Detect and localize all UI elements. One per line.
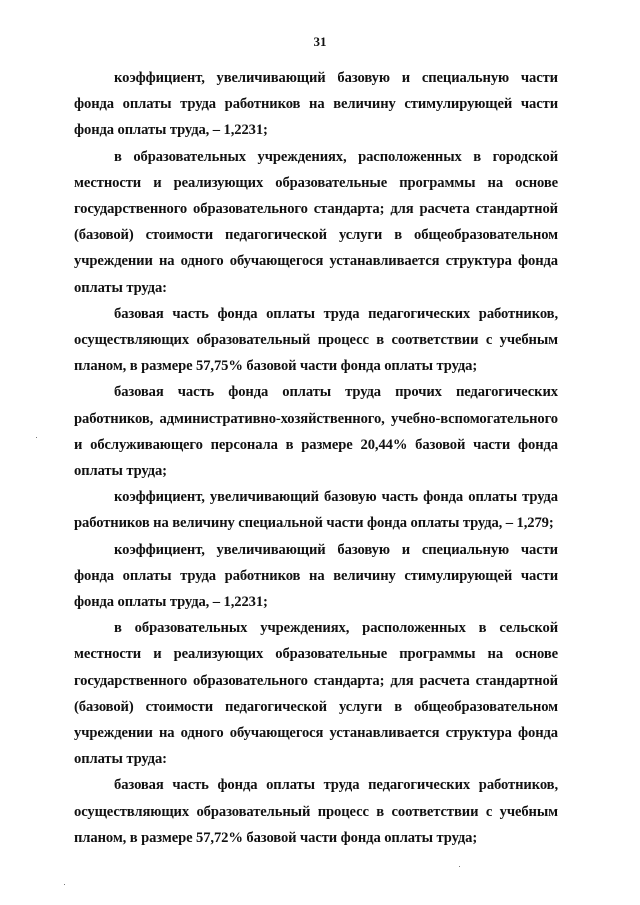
scan-speck (459, 866, 460, 867)
paragraph-7: в образовательных учреждениях, расположенных в сельской местности и реализующих образовательные программы на основе государственного образовательного стандарта; для расчета стандартной (базовой) стоимости педагогической услуги в общеобразовательном учреждении на одного обучающегося устанавливается структура фонда оплаты труда: (74, 620, 558, 768)
document-body (74, 65, 558, 851)
paragraph-4: базовая часть фонда оплаты труда прочих педагогических работников, административно-хозяйственного, учебно-вспомогательного и обслуживающего персонала в размере 20,44% базовой части фонда оплаты труда; (74, 384, 558, 480)
paragraph-5: коэффициент, увеличивающий базовую часть фонда оплаты труда работников на величину специальной части фонда оплаты труда, – 1,279; (74, 489, 558, 532)
page-number: 31 (313, 34, 327, 49)
paragraph-8: базовая часть фонда оплаты труда педагогических работников, осуществляющих образовательный процесс в соответствии с учебным планом, в размере 57,72% базовой части фонда оплаты труда; (74, 777, 558, 846)
scan-speck (36, 437, 37, 438)
paragraph-2: в образовательных учреждениях, расположенных в городской местности и реализующих образовательные программы на основе государственного образовательного стандарта; для расчета стандартной (базовой) стоимости педагогической услуги в общеобразовательном учреждении на одного обучающегося устанавливается структура фонда оплаты труда: (74, 148, 558, 296)
scan-speck (64, 884, 65, 885)
paragraph-3: базовая часть фонда оплаты труда педагогических работников, осуществляющих образовательный процесс в соответствии с учебным планом, в размере 57,75% базовой части фонда оплаты труда; (74, 305, 558, 375)
paragraph-1: коэффициент, увеличивающий базовую и специальную части фонда оплаты труда работников на величину стимулирующей части фонда оплаты труда, – 1,2231; (74, 70, 558, 139)
paragraph-6: коэффициент, увеличивающий базовую и специальную части фонда оплаты труда работников на величину стимулирующей части фонда оплаты труда, – 1,2231; (74, 541, 558, 611)
